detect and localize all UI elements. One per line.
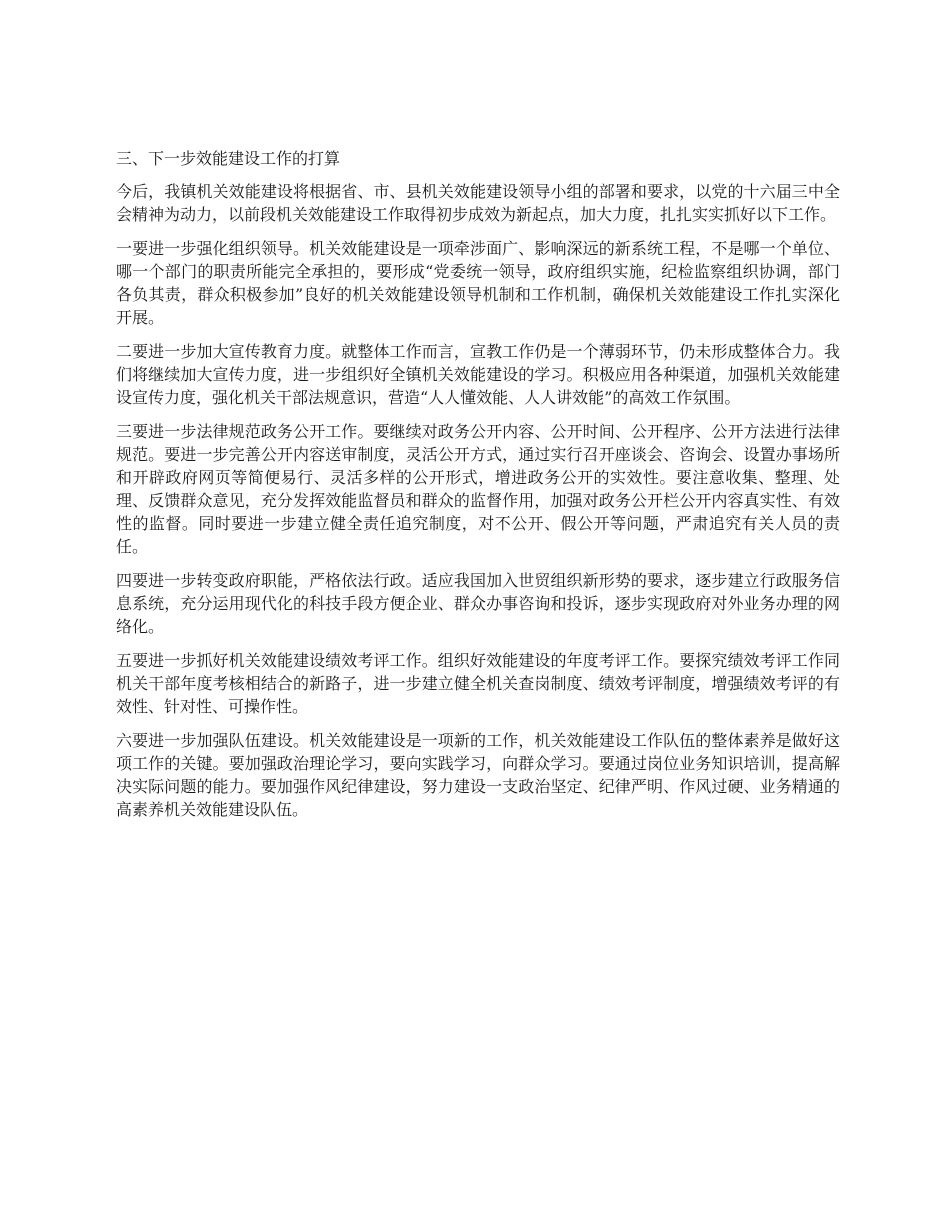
paragraph-item-2: 二要进一步加大宣传教育力度。就整体工作而言，宣教工作仍是一个薄弱环节，仍未形成整体合力。我们将继续加大宣传力度，进一步组织好全镇机关效能建设的学习。积极应用各种渠道，加强机关效能建设宣传力度，强化机关干部法规意识，营造“人人懂效能、人人讲效能”的高效工作氛围。: [116, 342, 840, 407]
paragraph-item-4: 四要进一步转变政府职能，严格依法行政。适应我国加入世贸组织新形势的要求，逐步建立行政服务信息系统，充分运用现代化的科技手段方便企业、群众办事咨询和投诉，逐步实现政府对外业务办理的网络化。: [116, 571, 840, 636]
paragraph-item-3: 三要进一步法律规范政务公开工作。要继续对政务公开内容、公开时间、公开程序、公开方法进行法律规范。要进一步完善公开内容送审制度，灵活公开方式，通过实行召开座谈会、咨询会、设置办事场所和开辟政府网页等简便易行、灵活多样的公开形式，增进政务公开的实效性。要注意收集、整理、处理、反馈群众意见，充分发挥效能监督员和群众的监督作用，加强对政务公开栏公开内容真实性、有效性的监督。同时要进一步建立健全责任追究制度，对不公开、假公开等问题，严肃追究有关人员的责任。: [116, 422, 840, 556]
paragraph-item-5: 五要进一步抓好机关效能建设绩效考评工作。组织好效能建设的年度考评工作。要探究绩效考评工作同机关干部年度考核相结合的新路子，进一步建立健全机关查岗制度、绩效考评制度，增强绩效考评的有效性、针对性、可操作性。: [116, 651, 840, 716]
paragraph-intro: 今后，我镇机关效能建设将根据省、市、县机关效能建设领导小组的部署和要求，以党的十六届三中全会精神为动力，以前段机关效能建设工作取得初步成效为新起点，加大力度，扎扎实实抓好以下工作。: [116, 182, 840, 224]
section-title: 三、下一步效能建设工作的打算: [116, 149, 341, 168]
paragraph-item-1: 一要进一步强化组织领导。机关效能建设是一项牵涉面广、影响深远的新系统工程，不是哪一个单位、哪一个部门的职责所能完全承担的，要形成“党委统一领导，政府组织实施，纪检监察组织协调，部门各负其责，群众积极参加”良好的机关效能建设领导机制和工作机制，确保机关效能建设工作扎实深化开展。: [116, 239, 840, 327]
document-body: [116, 147, 840, 832]
paragraph-item-6: 六要进一步加强队伍建设。机关效能建设是一项新的工作，机关效能建设工作队伍的整体素养是做好这项工作的关键。要加强政治理论学习，要向实践学习，向群众学习。要通过岗位业务知识培训，提高解决实际问题的能力。要加强作风纪律建设，努力建设一支政治坚定、纪律严明、作风过硬、业务精通的高素养机关效能建设队伍。: [116, 731, 840, 819]
